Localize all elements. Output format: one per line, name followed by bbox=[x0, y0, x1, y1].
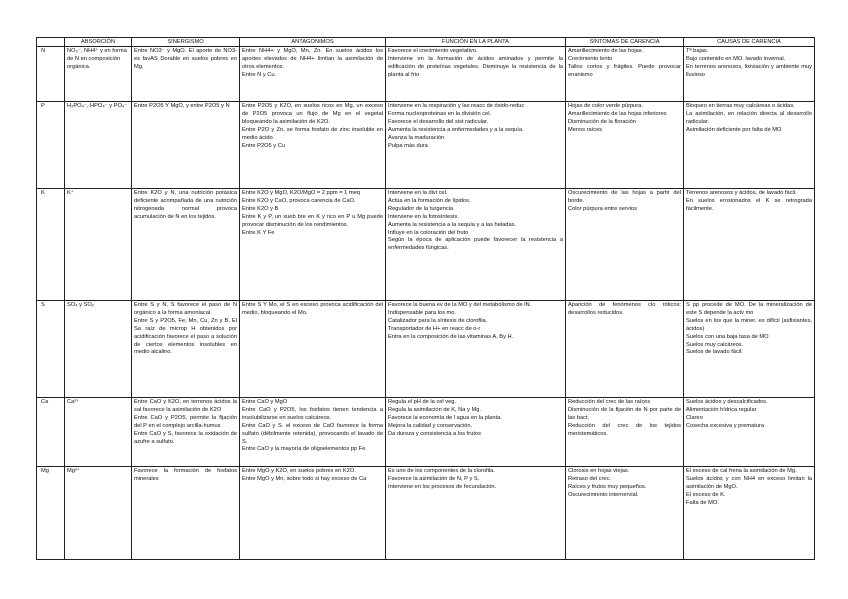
causas-line: La asimilación, en relación directa al desarrollo radicular. bbox=[686, 110, 812, 125]
funcion-line: Favorece el crecimiento vegetativo. bbox=[388, 48, 478, 54]
table-row bbox=[37, 467, 815, 560]
header-absorcion: ABSORCIÓN bbox=[65, 38, 132, 47]
funcion-line: Entra en la composición de las vitaminas A, By H. bbox=[388, 333, 514, 340]
sintomas-line: Clorosis en hojas viejas. bbox=[568, 468, 630, 474]
funcion-line: Indispensable para los mo. bbox=[388, 309, 456, 316]
sinergismo-cell bbox=[132, 102, 240, 189]
causas-line: Tª bajas. bbox=[686, 48, 709, 54]
sintomas-line: Menos raíces bbox=[568, 126, 603, 133]
absorcion-cell bbox=[65, 467, 132, 560]
funcion-line: Regula la asimilación de K, Na y Mg. bbox=[388, 406, 481, 413]
causas-cell bbox=[684, 398, 815, 467]
sinergismo-line: Entre CaO y S, favorece la oxidación de azufre a sulfato. bbox=[134, 430, 237, 445]
funcion-line: Interviene en los procesos de fecundación. bbox=[388, 483, 497, 490]
header-antagonismos: ANTAGONIMOS bbox=[240, 38, 386, 47]
causas-line: Suelos de lavado fácil. bbox=[686, 349, 743, 356]
sintomas-cell bbox=[566, 189, 684, 301]
sinergismo-line: Entre S y P2O5, Fe, Mn, Cu, Zn y B. El Sa raíz de microp H obtenidos por acidificación favorece el paso a solución de ciertos elementos insolubles en medio alcalino. bbox=[134, 317, 237, 356]
antagonismos-line: Entre P2O5 y Cu bbox=[242, 142, 285, 149]
funcion-line: Favorece la buena ev de la MO y del metabolismo de lN. bbox=[388, 302, 532, 308]
absorcion-line: H₂PO₄⁻, HPO₄⁻ y PO₄⁻ bbox=[67, 103, 128, 109]
antagonismos-line: Entre MgO y Mn, sobre todo si hay exceso de Ca bbox=[242, 475, 367, 482]
header-sinergismo: SINERGISMO bbox=[132, 38, 240, 47]
antagonismos-cell bbox=[240, 189, 386, 301]
causas-cell bbox=[684, 47, 815, 102]
funcion-line: Favorece el desarrollo del sist radicular. bbox=[388, 118, 489, 125]
funcion-line: Pulpa más dura bbox=[388, 142, 428, 149]
causas-line: Suelos ácidos y con NH4 en exceso limitan la asimilación de MgO. bbox=[686, 475, 812, 490]
funcion-line: Interviene en la divi cel. bbox=[388, 190, 448, 196]
sinergismo-cell bbox=[132, 467, 240, 560]
table-row bbox=[37, 398, 815, 467]
sinergismo-line: Entre CaO y K2O, en terrenos ácidos la sal favorece la asimilación de K2O bbox=[134, 399, 237, 413]
sintomas-line: Aparición de fenómenos clo róticos: desarrollos reducidos. bbox=[568, 302, 681, 316]
funcion-cell bbox=[386, 189, 566, 301]
causas-line: Terrenos arenosos y ácidos, de lavado fácil. bbox=[686, 190, 797, 196]
funcion-line: Interviene en la respiración y las reacc de óxido-reduc bbox=[388, 103, 525, 109]
funcion-line: Interviene en la formación de ácidos aminados y permite la edificación de proteínas vegetales. Disminuye la resistencia de la planta al frío bbox=[388, 55, 563, 78]
sintomas-line: Disminución de la fijación de N por parte de las bact. bbox=[568, 406, 681, 421]
header-funcion: FUNCIÓN EN LA PLANTA bbox=[386, 38, 566, 47]
sinergismo-cell bbox=[132, 301, 240, 398]
absorcion-line: SO₄ y SO₂ bbox=[67, 302, 94, 308]
absorcion-line: Mg²⁺ bbox=[67, 468, 80, 474]
antagonismos-cell bbox=[240, 467, 386, 560]
funcion-line: Influye en la coloración del fruto bbox=[388, 229, 469, 236]
causas-line: Suelos ácidos y descalcificados. bbox=[686, 399, 768, 405]
element-symbol: Ca bbox=[37, 398, 65, 467]
antagonismos-line: Entre S Y Mo, el S en exceso provoca acidificación del medio, bloqueando el Mo. bbox=[242, 302, 383, 316]
sintomas-line: Color púrpura entre servios bbox=[568, 205, 637, 212]
table-row bbox=[37, 301, 815, 398]
antagonismos-line: Entre K2O y B bbox=[242, 205, 279, 212]
sinergismo-cell bbox=[132, 398, 240, 467]
antagonismos-line: Entre K y P, un sueb bre en K y rico en P u Mg puede provocar disminución de los rendimientos. bbox=[242, 213, 383, 228]
element-symbol: N bbox=[37, 47, 65, 102]
sinergismo-cell bbox=[132, 47, 240, 102]
antagonismos-cell bbox=[240, 301, 386, 398]
sintomas-cell bbox=[566, 47, 684, 102]
sinergismo-cell bbox=[132, 189, 240, 301]
causas-cell bbox=[684, 102, 815, 189]
sintomas-line: Amarillecimiento de las hojas. bbox=[568, 48, 644, 54]
causas-cell bbox=[684, 301, 815, 398]
causas-cell bbox=[684, 467, 815, 560]
antagonismos-line: Entre K Y Fe bbox=[242, 229, 275, 236]
sintomas-line: Reducción del crec de las raíces bbox=[568, 399, 651, 405]
antagonismos-line: Entre K2O y CaO, provoca carencia de CaO. bbox=[242, 197, 356, 204]
causas-line: Suelos en los que la miner. es difícil (asfixiantes, ácidos) bbox=[686, 317, 812, 332]
funcion-line: Actúa en la formación de lípidos. bbox=[388, 197, 471, 204]
element-symbol: K bbox=[37, 189, 65, 301]
nutrient-table bbox=[36, 37, 815, 560]
funcion-cell bbox=[386, 398, 566, 467]
causas-line: Suelos con una baja tasa de MO bbox=[686, 333, 769, 340]
funcion-line: Según la época de aplicación puede favorecer la resistencia a enfermedades fúngicas. bbox=[388, 237, 563, 252]
causas-line: Alimentación hídrica regular bbox=[686, 406, 757, 413]
sintomas-line: Reducción del crec de los tejidos meristemáticos. bbox=[568, 422, 681, 437]
sintomas-line: Crecimiento lento bbox=[568, 55, 613, 62]
header-causas: CAUSAS DE CARENCIA bbox=[684, 38, 815, 47]
sintomas-cell bbox=[566, 467, 684, 560]
funcion-cell bbox=[386, 467, 566, 560]
causas-line: Asimilación deficiente por falta de MO bbox=[686, 126, 782, 133]
funcion-cell bbox=[386, 47, 566, 102]
sinergismo-line: Entre CaO y P2O5, permite la fijación del P en el complejo arcilla-humus bbox=[134, 414, 237, 429]
sintomas-line: Oscurecimiento de las hojas a partir del borde. bbox=[568, 190, 681, 204]
table-body bbox=[37, 47, 815, 560]
absorcion-cell bbox=[65, 102, 132, 189]
sinergismo-line: Entre S y N, S favorece el paso de N orgánico a la forma amoniacal. bbox=[134, 302, 237, 316]
absorcion-cell bbox=[65, 398, 132, 467]
antagonismos-line: Entre CaO y P2O5, los fosfatos tienen tendencia a insolubilizarse en suelos calcáreos. bbox=[242, 406, 383, 421]
element-symbol: S bbox=[37, 301, 65, 398]
sintomas-line: Retraso del crec. bbox=[568, 475, 611, 482]
antagonismos-cell bbox=[240, 102, 386, 189]
antagonismos-line: Entre NH4+ y MgO, Mn, Zn. En suelos ácidos los aportes elevados de NH4+ limitan la asimilación de otros elementos. bbox=[242, 48, 383, 70]
sintomas-cell bbox=[566, 102, 684, 189]
sintomas-line: Disminución de la floración bbox=[568, 118, 636, 125]
causas-line: Clareo bbox=[686, 414, 703, 421]
causas-line: Cosecha excesiva y prematura bbox=[686, 422, 765, 429]
causas-line: S pp procede de MO. De la mineralización de este S depende la actv mo bbox=[686, 302, 812, 316]
element-symbol: Mg bbox=[37, 467, 65, 560]
sinergismo-line: Favorece la formación de fosfatos minerales bbox=[134, 468, 237, 482]
header-element bbox=[37, 38, 65, 47]
causas-line: Bajo contenido en MO. lavado invernal. bbox=[686, 55, 786, 62]
funcion-line: Mejora la calidad y conservación. bbox=[388, 422, 473, 429]
table-row bbox=[37, 189, 815, 301]
antagonismos-line: Entre N y Cu. bbox=[242, 71, 277, 78]
sinergismo-line: Entre P2O5 Y MgO, y entre P2O5 y N bbox=[134, 103, 230, 109]
antagonismos-line: Entre P2O y Zn, se forma fosfato de zinc insoluble en medio ácido. bbox=[242, 126, 383, 141]
element-symbol: P bbox=[37, 102, 65, 189]
funcion-line: Aumenta la resistencia a la sequía y a las heladas. bbox=[388, 221, 517, 228]
absorcion-line: NO₃⁻, NH4⁺ y en forma de N en composición orgánica. bbox=[67, 48, 127, 70]
causas-line: El exceso de cal frena la asimilación de Mg. bbox=[686, 468, 797, 474]
funcion-cell bbox=[386, 102, 566, 189]
sintomas-line: Raíces y frutos muy pequeños. bbox=[568, 483, 647, 490]
sinergismo-line: Entre K2O y N, una nutrición potásica deficiente acompañada de una nutrición nitrogenada normal provoca acumulación de N en los tejidos. bbox=[134, 190, 237, 220]
sintomas-cell bbox=[566, 398, 684, 467]
sintomas-cell bbox=[566, 301, 684, 398]
antagonismos-cell bbox=[240, 398, 386, 467]
causas-line: El exceso de K. bbox=[686, 491, 726, 498]
funcion-line: Catalizador para la síntesis de clorofila. bbox=[388, 317, 488, 324]
absorcion-cell bbox=[65, 189, 132, 301]
funcion-line: Favorece la economía de l agua en la planta. bbox=[388, 414, 502, 421]
antagonismos-line: Entre CaO y la mayoría de oligoelementos pp Fe. bbox=[242, 446, 367, 453]
sinergismo-line: Entre NO3⁻ y MgO. El aporte de NO3- es favAS Dorable en suelos pobres en Mg. bbox=[134, 48, 237, 70]
antagonismos-cell bbox=[240, 47, 386, 102]
funcion-line: Interviene en la fotosíntesis. bbox=[388, 213, 459, 220]
funcion-line: Avanza la maduración bbox=[388, 134, 445, 141]
sintomas-line: Oscurecimiento internervial. bbox=[568, 491, 639, 498]
causas-line: Suelos muy calcáreos. bbox=[686, 341, 744, 348]
causas-line: Bloqueo en tierras muy calcáreas o ácidas. bbox=[686, 103, 795, 109]
table-row bbox=[37, 102, 815, 189]
funcion-line: Es uno de los componentes de la clorofila. bbox=[388, 468, 495, 474]
causas-line: En suelos erosionados el K se retrograda fácilmente. bbox=[686, 197, 812, 212]
antagonismos-line: Entre MgO y K2O, en suelos pobres en K2O. bbox=[242, 468, 356, 474]
funcion-line: Transportador de H+ en reacc de o-r bbox=[388, 325, 481, 332]
causas-cell bbox=[684, 189, 815, 301]
causas-line: Falta de MO. bbox=[686, 499, 719, 506]
absorcion-line: K⁺ bbox=[67, 190, 74, 196]
funcion-line: Regulador de la turgencia bbox=[388, 205, 454, 212]
funcion-line: Forma nucleoproteinas en la división cel. bbox=[388, 110, 492, 117]
header-sintomas: SÍNTOMAS DE CARENCIA bbox=[566, 38, 684, 47]
absorcion-cell bbox=[65, 301, 132, 398]
funcion-cell bbox=[386, 301, 566, 398]
absorcion-cell bbox=[65, 47, 132, 102]
funcion-line: Regula el pH de la cel veg. bbox=[388, 399, 456, 405]
sintomas-line: Hojas de color verde púrpura. bbox=[568, 103, 643, 109]
antagonismos-line: Entre CaO y MgO bbox=[242, 399, 288, 405]
table-row bbox=[37, 47, 815, 102]
sintomas-line: Amarillecimiento de las hojas inferiores bbox=[568, 110, 667, 117]
header-row bbox=[37, 38, 815, 47]
sintomas-line: Tallos cortos y frágiles. Puede provocar enanismo bbox=[568, 63, 681, 78]
funcion-line: Aumenta la resistencia a enfermedades y a la sequía. bbox=[388, 126, 524, 133]
funcion-line: Favorece la asimilación de N, P y S. bbox=[388, 475, 480, 482]
antagonismos-line: Entre P2O5 y K2O, en suelos ricos en Mg, un exceso de P2O5 provoca un flujo de Mg en el vegetal bloqueando la asimilación de K2O. bbox=[242, 103, 383, 125]
funcion-line: Da dureza y consistencia a los frutos bbox=[388, 430, 481, 437]
antagonismos-line: Entre CaO y S. el exceso de CaO favorece la forma sulfato (débilmente retenida), provocando el lavado de S. bbox=[242, 422, 383, 445]
causas-line: En terrenos arenosos, lixiviación y ambiente muy lluvioso bbox=[686, 63, 812, 78]
antagonismos-line: Entre K2O y MgO, K2O/MgO = 2 ppm = 1 meq bbox=[242, 190, 360, 196]
absorcion-line: Ca²⁺ bbox=[67, 399, 80, 405]
